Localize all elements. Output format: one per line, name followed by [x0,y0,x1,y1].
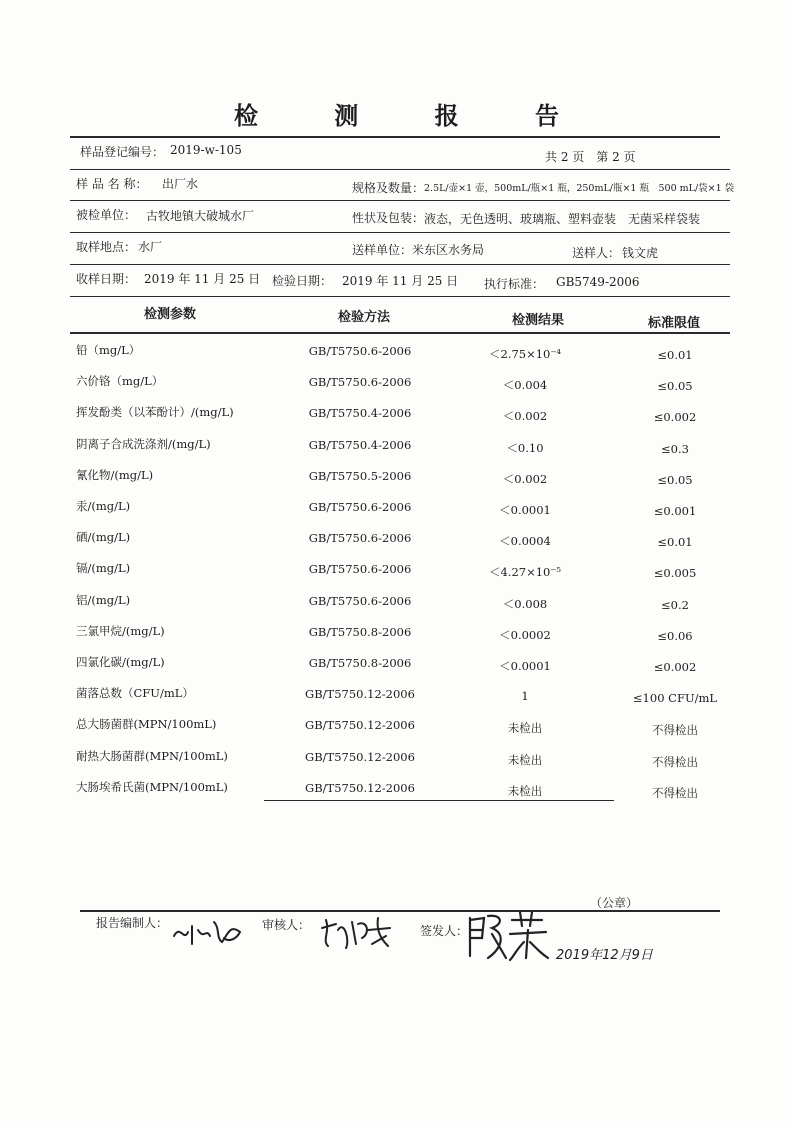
param-cell: 汞/(mg/L) [76,499,131,513]
method-cell: GB/T5750.6-2006 [308,531,412,546]
result-cell: ＜4.27×10⁻⁵ [488,565,562,580]
result-cell: 1 [521,689,529,704]
compiler-signature [170,912,250,956]
header-rule-4 [70,264,730,265]
sign-date: 2019年12月9日 [556,948,653,963]
sample-name-label: 样 品 名 称： [76,177,148,191]
col-limit: 标准限值 [648,316,701,331]
param-cell: 六价铬（mg/L） [76,374,164,389]
col-method: 检验方法 [338,310,391,325]
result-cell: ＜0.002 [502,471,548,486]
param-cell: 菌落总数（CFU/mL） [76,686,194,701]
param-cell: 氰化物/(mg/L) [76,467,154,482]
param-cell: 阴离子合成洗涤剂/(mg/L) [76,436,211,451]
method-cell: GB/T5750.6-2006 [308,344,412,358]
param-cell: 四氯化碳/(mg/L) [76,655,165,669]
method-cell: GB/T5750.12-2006 [305,718,415,733]
limit-cell: ≤0.05 [657,472,693,487]
reviewer-label: 审核人： [262,918,311,932]
header-rule-1 [70,169,730,170]
table-row [0,498,793,518]
result-cell: ＜2.75×10⁻⁴ [488,347,562,361]
table-row [0,373,793,393]
sample-no: 2019-w-105 [170,143,242,157]
limit-cell: ≤0.001 [653,504,697,518]
result-cell: ＜0.0004 [499,534,551,549]
method-cell: GB/T5750.8-2006 [308,624,412,639]
issuer-signature [462,908,552,968]
table-row [0,560,793,580]
method-cell: GB/T5750.4-2006 [308,406,412,421]
result-cell: ＜0.0001 [499,659,551,673]
method-cell: GB/T5750.12-2006 [305,687,415,702]
limit-cell: ≤0.005 [653,566,697,581]
limit-cell: ≤0.06 [657,628,693,643]
issuer-label: 签发人： [420,924,469,938]
sender-unit-label: 送样单位： [352,243,413,257]
result-cell: ＜0.0001 [499,503,551,517]
limit-cell: 不得检出 [652,754,698,769]
table-row [0,748,793,768]
param-cell: 大肠埃希氏菌(MPN/100mL) [76,779,228,794]
limit-cell: ≤0.002 [653,660,697,674]
result-cell: ＜0.004 [502,378,548,393]
result-cell: ＜0.0002 [499,627,551,642]
inspected-unit: 古牧地镇大破城水厂 [146,209,255,223]
result-cell: ＜0.002 [502,409,548,424]
table-row [0,404,793,424]
col-param: 检测参数 [144,307,197,322]
limit-cell: ≤0.01 [657,535,693,550]
limit-cell: ≤0.05 [657,379,693,394]
method-cell: GB/T5750.4-2006 [308,437,412,452]
header-rule-top [70,136,720,138]
standard: GB5749-2006 [556,275,640,289]
method-cell: GB/T5750.8-2006 [308,656,412,670]
result-cell: 未检出 [507,783,543,798]
method-cell: GB/T5750.6-2006 [308,593,412,608]
header-rule-3 [70,232,730,233]
table-row [0,342,793,362]
table-head-rule [70,332,730,334]
result-cell: 未检出 [507,752,543,767]
spec-label: 规格及数量： [352,181,425,195]
limit-cell: 不得检出 [652,785,698,800]
method-cell: GB/T5750.6-2006 [308,500,412,514]
receive-date-label: 收样日期： [76,272,137,286]
packing-value: 液态，无色透明、玻璃瓶、塑料壶装 无菌采样袋装 [424,212,701,226]
limit-cell: ≤100 CFU/mL [632,691,718,706]
param-cell: 挥发酚类（以苯酚计）/(mg/L) [76,405,234,420]
result-cell: ＜0.008 [502,596,548,611]
param-cell: 总大肠菌群(MPN/100mL) [76,717,217,732]
sender-unit: 米东区水务局 [412,243,485,257]
report-title: 检 测 报 告 [233,101,594,130]
param-cell: 耐热大肠菌群(MPN/100mL) [76,748,228,763]
sample-name: 出厂水 [162,177,199,191]
param-cell: 铝/(mg/L) [76,592,131,607]
table-row [0,716,793,736]
method-cell: GB/T5750.6-2006 [308,375,412,390]
table-row [0,654,793,674]
sender: 钱文虎 [622,246,659,260]
table-row [0,623,793,643]
packing-label: 性状及包装： [352,211,425,225]
method-cell: GB/T5750.6-2006 [308,562,412,577]
table-bottom-rule [264,800,614,801]
table-row [0,685,793,705]
limit-cell: ≤0.002 [653,410,697,425]
test-date: 2019 年 11 月 25 日 [342,274,459,288]
sampling-site: 水厂 [138,240,163,254]
sender-label: 送样人： [572,246,621,260]
compiler-label: 报告编制人： [96,916,169,930]
result-cell: 未检出 [507,721,543,736]
sampling-site-label: 取样地点： [76,240,137,254]
spec-value: 2.5L/壶×1 壶，500mL/瓶×1 瓶，250mL/瓶×1 瓶 500 mL/袋×1 袋 [424,183,735,194]
limit-cell: ≤0.2 [661,597,689,612]
header-rule-5 [70,296,730,297]
table-row [0,592,793,612]
param-cell: 镉/(mg/L) [76,561,131,576]
table-row [0,779,793,799]
standard-label: 执行标准： [484,277,545,291]
param-cell: 硒/(mg/L) [76,530,131,545]
method-cell: GB/T5750.12-2006 [305,749,415,764]
result-cell: ＜0.10 [506,440,544,455]
header-rule-2 [70,200,730,201]
limit-cell: ≤0.01 [657,348,693,362]
method-cell: GB/T5750.5-2006 [308,468,412,483]
reviewer-signature [316,910,396,958]
limit-cell: ≤0.3 [661,441,689,456]
sample-no-label: 样品登记编号： [80,145,165,159]
param-cell: 铅（mg/L） [76,343,141,357]
test-date-label: 检验日期： [272,274,333,288]
method-cell: GB/T5750.12-2006 [305,780,415,795]
param-cell: 三氯甲烷/(mg/L) [76,623,165,638]
table-row [0,529,793,549]
inspected-unit-label: 被检单位： [76,208,137,222]
seal-note: （公章） [590,896,639,910]
page-count: 共 2 页 第 2 页 [545,150,636,164]
col-result: 检测结果 [512,313,565,328]
table-row [0,436,793,456]
receive-date: 2019 年 11 月 25 日 [144,272,261,286]
limit-cell: 不得检出 [652,723,698,738]
table-row [0,467,793,487]
